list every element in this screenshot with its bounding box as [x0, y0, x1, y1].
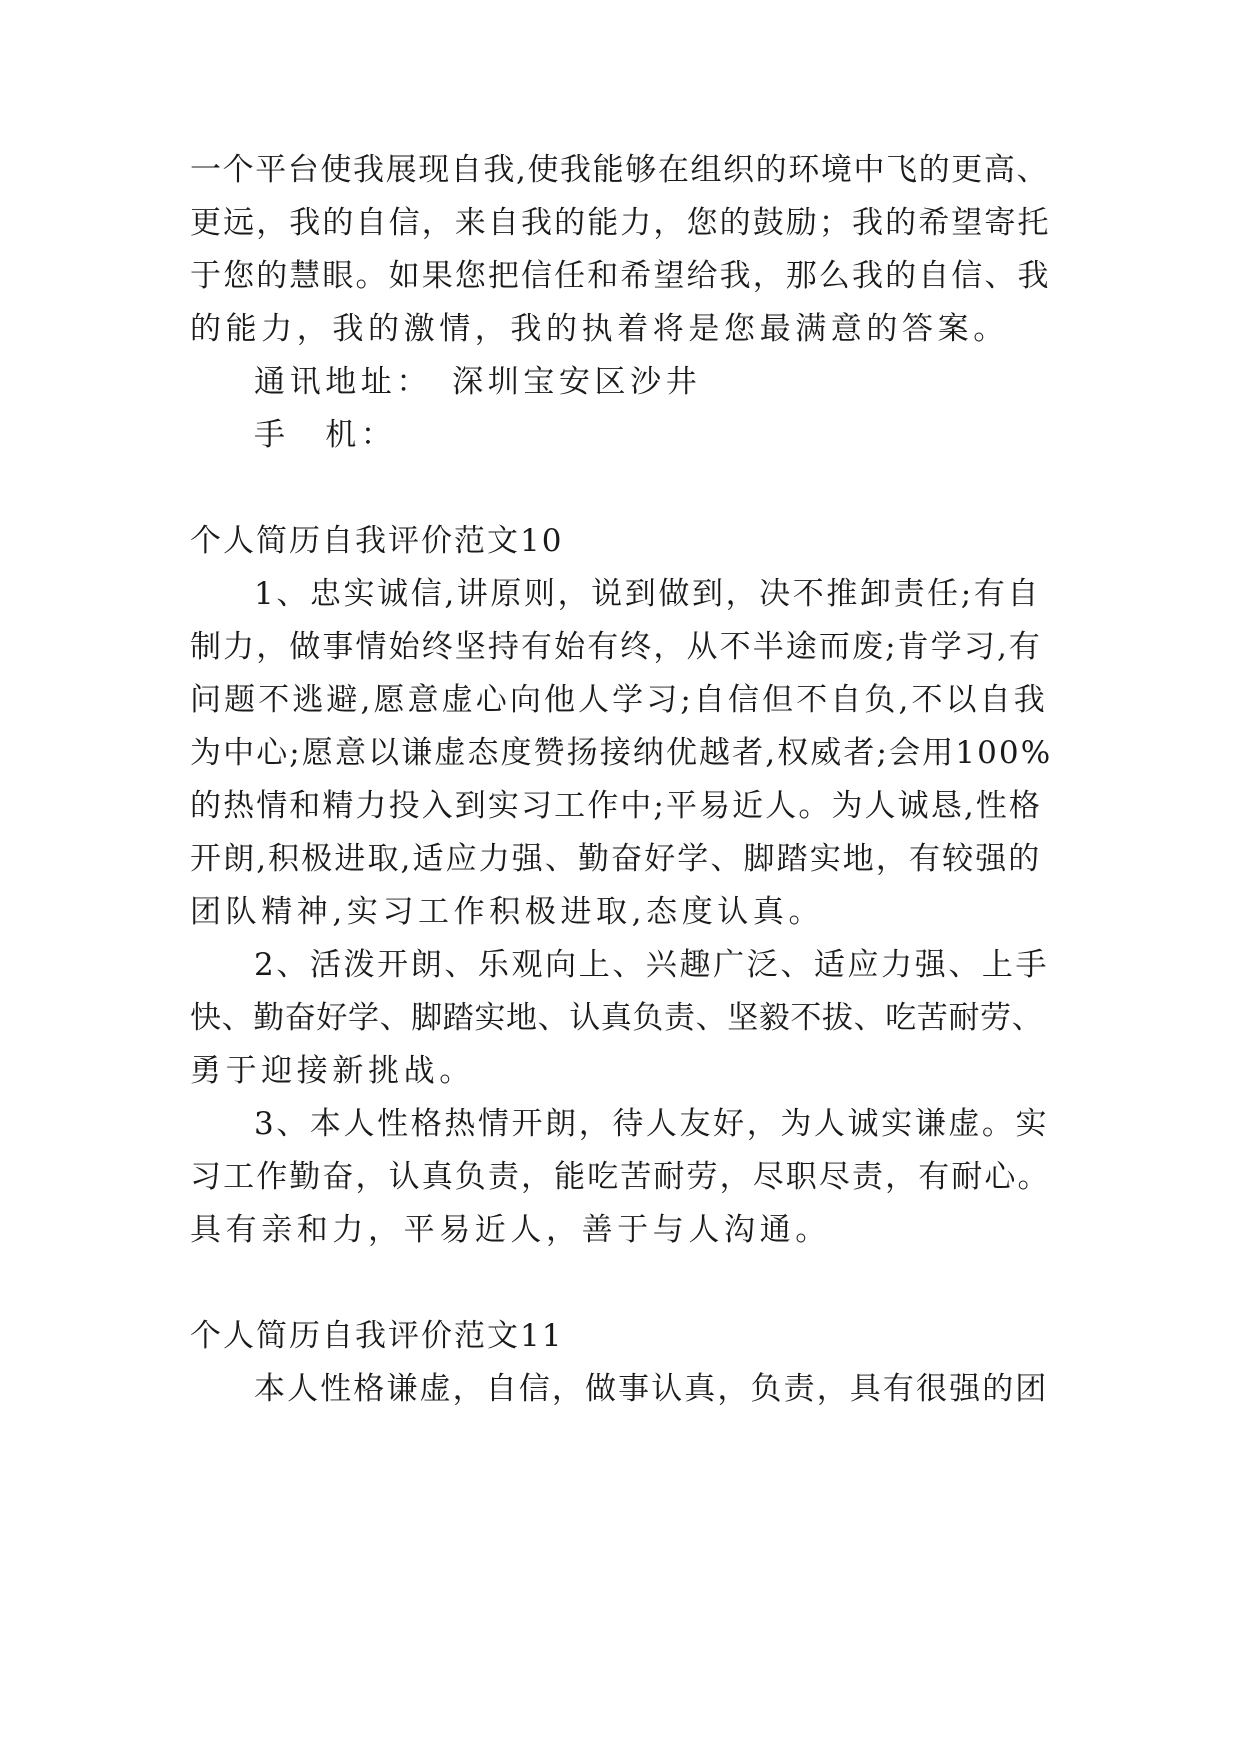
paragraph-line: 的热情和精力投入到实习工作中;平易近人。为人诚恳,性格: [190, 788, 1042, 824]
paragraph-line: 制力，做事情始终坚持有始有终，从不半途而废;肯学习,有: [190, 629, 1042, 665]
paragraph-line: 3、本人性格热情开朗，待人友好，为人诚实谦虚。实: [254, 1106, 1050, 1142]
address-line: 通讯地址： 深圳宝安区沙井: [254, 364, 702, 400]
paragraph-line: 快、勤奋好学、脚踏实地、认真负责、坚毅不拔、吃苦耐劳、: [190, 1000, 1044, 1036]
section-title: 个人简历自我评价范文10: [190, 523, 564, 559]
paragraph-line: 的能力，我的激情，我的执着将是您最满意的答案。: [190, 311, 1009, 347]
section-title: 个人简历自我评价范文11: [190, 1318, 564, 1354]
paragraph-line: 更远，我的自信，来自我的能力，您的鼓励；我的希望寄托: [190, 205, 1051, 241]
phone-line: 手 机：: [254, 417, 397, 453]
paragraph-line: 1、忠实诚信,讲原则，说到做到，决不推卸责任;有自: [254, 576, 1042, 612]
paragraph-line: 具有亲和力，平易近人，善于与人沟通。: [190, 1212, 831, 1248]
paragraph-line: 开朗,积极进取,适应力强、勤奋好学、脚踏实地，有较强的: [190, 841, 1042, 877]
paragraph-line: 习工作勤奋，认真负责，能吃苦耐劳，尽职尽责，有耐心。: [190, 1159, 1051, 1195]
paragraph-line: 为中心;愿意以谦虚态度赞扬接纳优越者,权威者;会用100%: [190, 735, 1053, 771]
paragraph-line: 本人性格谦虚，自信，做事认真，负责，具有很强的团: [254, 1371, 1049, 1407]
paragraph-line: 于您的慧眼。如果您把信任和希望给我，那么我的自信、我: [190, 258, 1051, 294]
paragraph-line: 问题不逃避,愿意虚心向他人学习;自信但不自负,不以自我: [190, 682, 1048, 718]
paragraph-line: 2、活泼开朗、乐观向上、兴趣广泛、适应力强、上手: [254, 947, 1050, 983]
paragraph-line: 勇于迎接新挑战。: [190, 1053, 475, 1089]
paragraph-line: 团队精神,实习工作积极进取,态度认真。: [190, 894, 825, 930]
paragraph-line: 一个平台使我展现自我,使我能够在组织的环境中飞的更高、: [190, 152, 1050, 188]
